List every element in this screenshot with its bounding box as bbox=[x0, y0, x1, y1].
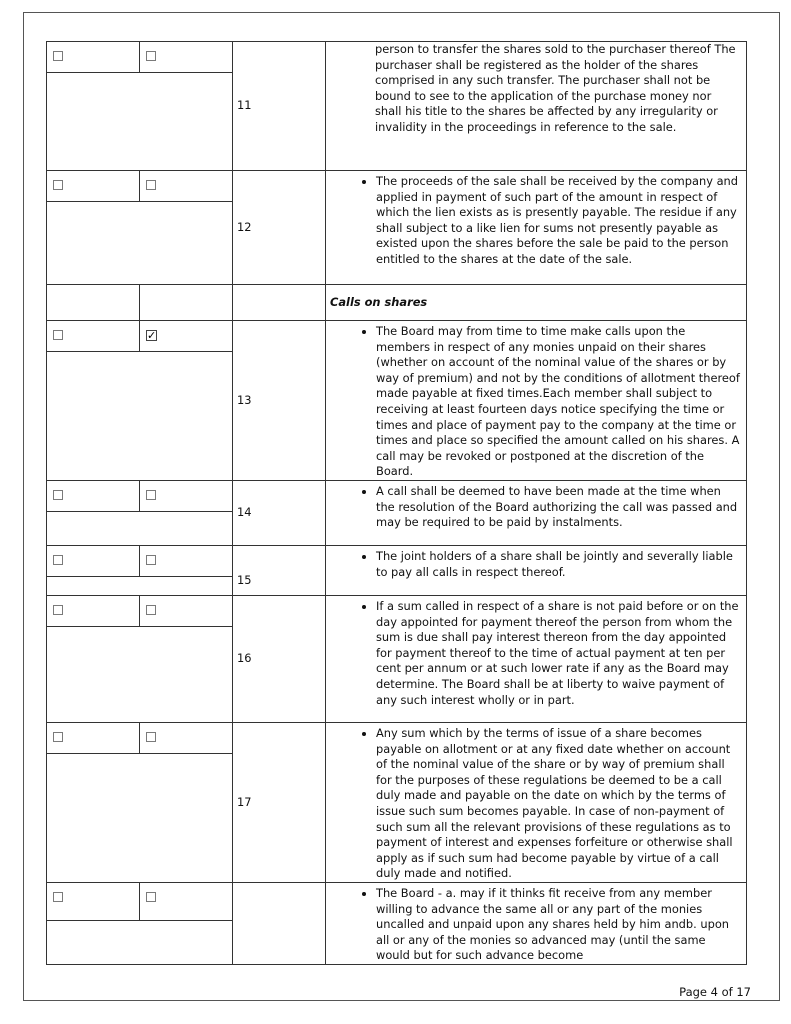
checkbox-a[interactable] bbox=[53, 51, 63, 61]
checkbox-cell-a[interactable] bbox=[47, 171, 140, 202]
table-row bbox=[47, 723, 747, 754]
regulations-table bbox=[46, 41, 747, 965]
blank-cell bbox=[47, 285, 140, 321]
table-row bbox=[47, 42, 747, 73]
regulation-text: • The Board - a. may if it thinks fit receive from any member willing to advance the same all or any part of the monies uncalled and unpaid upon any shares held by him andb. upon all or any of the monies so advanced may (until the same would but for such advance become bbox=[376, 886, 740, 964]
checkbox-cell-b[interactable] bbox=[140, 42, 233, 73]
checkbox-a[interactable] bbox=[53, 892, 63, 902]
checkbox-a[interactable] bbox=[53, 330, 63, 340]
checkbox-cell-a[interactable] bbox=[47, 481, 140, 512]
checkbox-cell-b[interactable] bbox=[140, 481, 233, 512]
checkbox-cell-b[interactable] bbox=[140, 171, 233, 202]
checkbox-cell-a[interactable] bbox=[47, 596, 140, 627]
checkbox-cell-b[interactable] bbox=[140, 596, 233, 627]
regulation-text-cell bbox=[326, 723, 747, 883]
checkbox-cell-a[interactable] bbox=[47, 723, 140, 754]
regulation-text-cell bbox=[326, 481, 747, 546]
regulation-number bbox=[233, 882, 326, 964]
checkbox-a[interactable] bbox=[53, 732, 63, 742]
table-row bbox=[47, 481, 747, 512]
checkbox-cell-b[interactable] bbox=[140, 321, 233, 352]
regulation-number: 15 bbox=[233, 546, 326, 596]
regulation-number: 11 bbox=[233, 42, 326, 171]
blank-cell bbox=[47, 920, 233, 964]
checkbox-b[interactable] bbox=[146, 490, 156, 500]
regulation-number: 12 bbox=[233, 171, 326, 285]
regulation-text: • The proceeds of the sale shall be received by the company and applied in payment of such part of the amount in respect of which the lien exists as is presently payable. The residue if any shall subject to a like lien for sums not presently payable as existed upon the shares before the sale be paid to the person entitled to the shares at the date of the sale. bbox=[376, 174, 740, 268]
blank-cell bbox=[47, 627, 233, 723]
regulation-text: • Any sum which by the terms of issue of a share becomes payable on allotment or at any fixed date whether on account of the nominal value of the share or by way of premium shall for the purposes of these regulations be deemed to be a call duly made and payable on the date on which by the terms of issue such sum becomes payable. In case of non-payment of such sum all the relevant provisions of these regulations as to payment of interest and expenses forfeiture or otherwise shall apply as if such sum had become payable by virtue of a call duly made and notified. bbox=[376, 726, 740, 882]
checkbox-a[interactable] bbox=[53, 180, 63, 190]
checkbox-b[interactable] bbox=[146, 605, 156, 615]
page-number: Page 4 of 17 bbox=[679, 985, 751, 999]
regulation-text: • The joint holders of a share shall be jointly and severally liable to pay all calls in respect thereof. bbox=[376, 549, 740, 580]
regulation-text: • The Board may from time to time make calls upon the members in respect of any monies unpaid on their shares (whether on account of the nominal value of the shares or by way of premium) and not by the conditions of allotment thereof made payable at fixed times.Each member shall subject to receiving at least fourteen days notice specifying the time or times and place of payment pay to the company at the time or times and place so specified the amount called on his shares. A call may be revoked or postponed at the discretion of the Board. bbox=[376, 324, 740, 480]
blank-cell bbox=[233, 285, 326, 321]
checkbox-a[interactable] bbox=[53, 490, 63, 500]
checkbox-cell-b[interactable] bbox=[140, 723, 233, 754]
table-row bbox=[47, 171, 747, 202]
regulation-number: 14 bbox=[233, 481, 326, 546]
table-row bbox=[47, 596, 747, 627]
section-heading-row bbox=[47, 285, 747, 321]
checkbox-b[interactable] bbox=[146, 555, 156, 565]
checkbox-b[interactable] bbox=[146, 892, 156, 902]
blank-cell bbox=[47, 352, 233, 481]
regulation-text-cell bbox=[326, 882, 747, 964]
blank-cell bbox=[140, 285, 233, 321]
regulation-text-cell bbox=[326, 546, 747, 596]
checkbox-b[interactable] bbox=[146, 180, 156, 190]
checkbox-cell-a[interactable] bbox=[47, 882, 140, 920]
regulation-text: • A call shall be deemed to have been made at the time when the resolution of the Board authorizing the call was passed and may be required to be paid by instalments. bbox=[376, 484, 740, 531]
regulation-number: 17 bbox=[233, 723, 326, 883]
regulation-number: 16 bbox=[233, 596, 326, 723]
blank-cell bbox=[47, 202, 233, 285]
checkbox-b[interactable] bbox=[146, 51, 156, 61]
regulation-text-cell bbox=[326, 42, 747, 171]
section-heading: Calls on shares bbox=[326, 285, 747, 321]
checkbox-cell-a[interactable] bbox=[47, 546, 140, 577]
checkbox-cell-b[interactable] bbox=[140, 882, 233, 920]
checkbox-a[interactable] bbox=[53, 555, 63, 565]
blank-cell bbox=[47, 73, 233, 171]
regulation-text-cell bbox=[326, 321, 747, 481]
checkbox-cell-a[interactable] bbox=[47, 42, 140, 73]
regulation-text-cell bbox=[326, 596, 747, 723]
table-row bbox=[47, 546, 747, 577]
table-row bbox=[47, 882, 747, 920]
checkbox-a[interactable] bbox=[53, 605, 63, 615]
table-row bbox=[47, 321, 747, 352]
checkbox-cell-b[interactable] bbox=[140, 546, 233, 577]
regulation-number: 13 bbox=[233, 321, 326, 481]
checkbox-b-checked[interactable]: ✓ bbox=[147, 329, 157, 342]
regulation-text: • If a sum called in respect of a share is not paid before or on the day appointed for payment thereof the person from whom the sum is due shall pay interest thereon from the day appointed for payment thereof to the time of actual payment at ten per cent per annum or at such lower rate if any as the Board may determine. The Board shall be at liberty to waive payment of any such interest wholly or in part. bbox=[376, 599, 740, 708]
blank-cell bbox=[47, 577, 233, 596]
regulation-text-cell bbox=[326, 171, 747, 285]
blank-cell bbox=[47, 512, 233, 546]
checkbox-b[interactable] bbox=[146, 732, 156, 742]
checkbox-cell-a[interactable] bbox=[47, 321, 140, 352]
regulation-text: person to transfer the shares sold to the purchaser thereof The purchaser shall be registered as the holder of the shares comprised in any such transfer. The purchaser shall not be bound to see to the application of the purchase money nor shall his title to the shares be affected by any irregularity or invalidity in the proceedings in reference to the sale. bbox=[375, 42, 736, 134]
blank-cell bbox=[47, 754, 233, 883]
